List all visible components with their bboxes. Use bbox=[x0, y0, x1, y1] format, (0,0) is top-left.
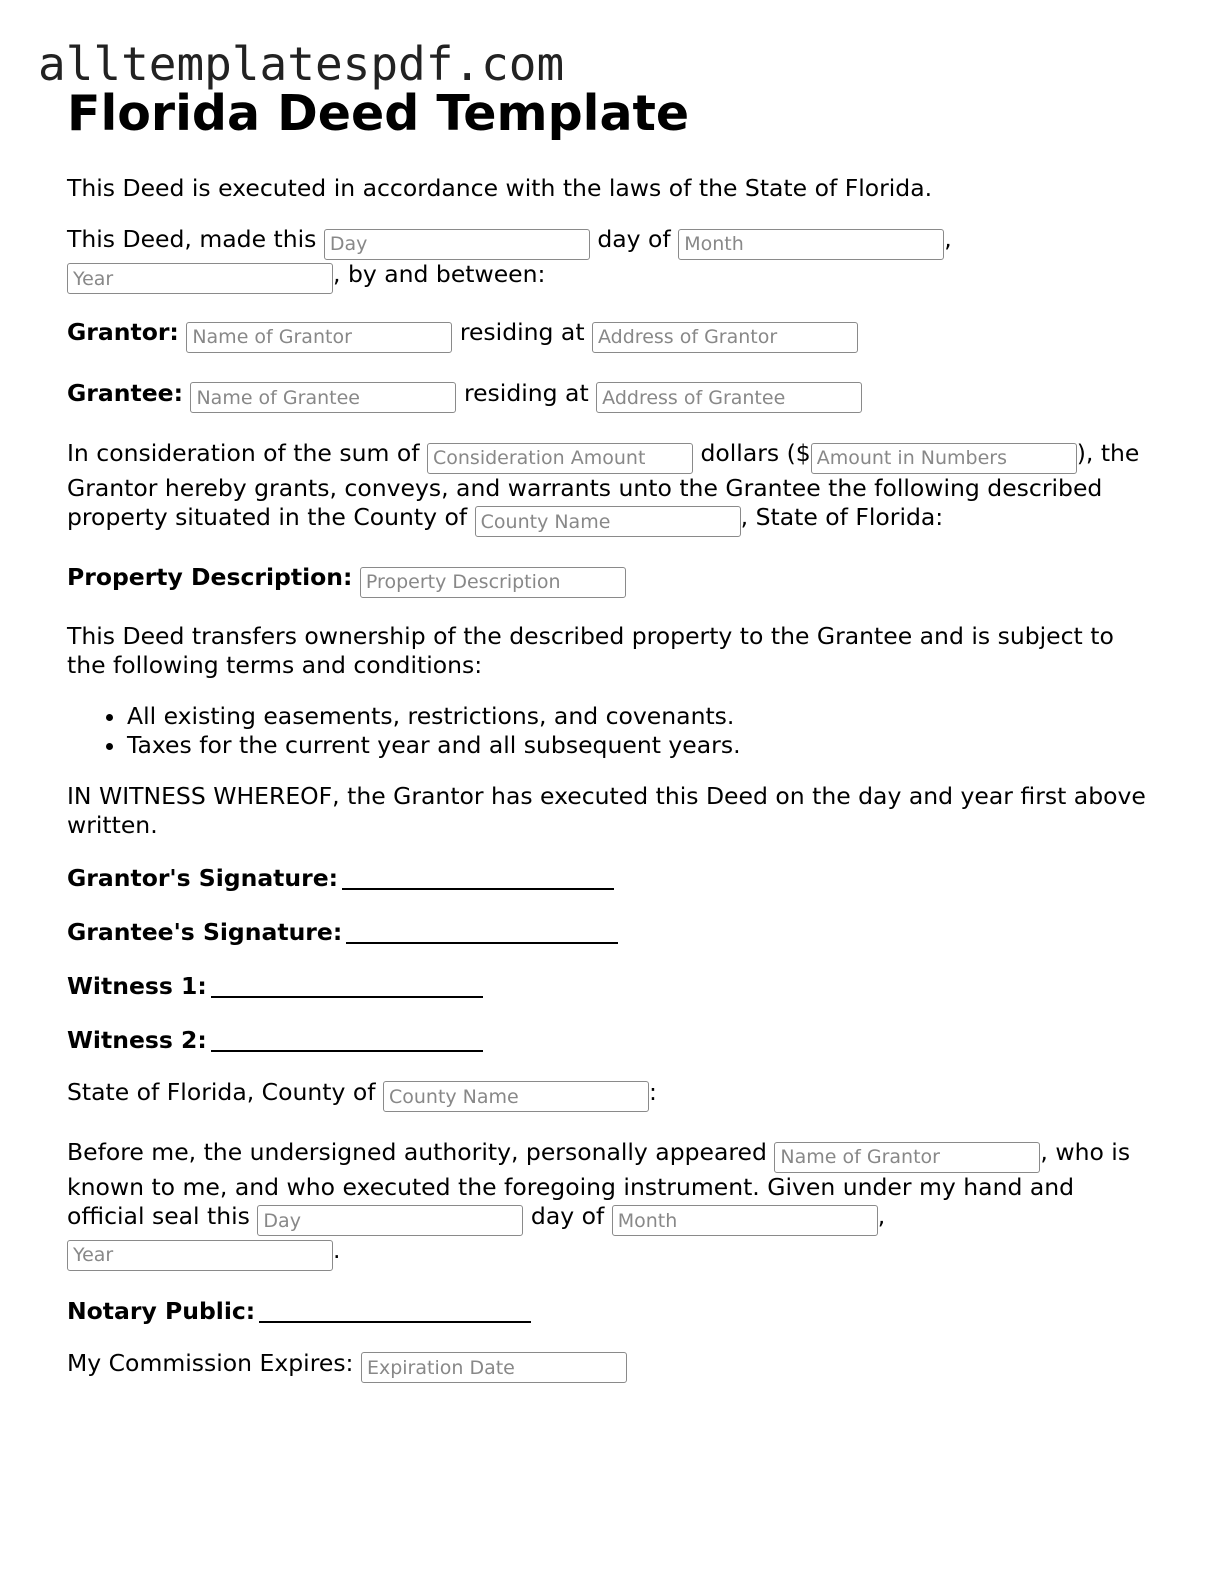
grantee-name-input[interactable] bbox=[190, 382, 456, 413]
county-input[interactable] bbox=[475, 506, 741, 537]
grantor-label: Grantor: bbox=[67, 318, 179, 346]
property-description-line bbox=[67, 563, 1157, 598]
day-input[interactable] bbox=[324, 229, 590, 260]
year-input[interactable] bbox=[67, 263, 333, 294]
witness-text: IN WITNESS WHEREOF, the Grantor has executed this Deed on the day and year first above written. bbox=[67, 781, 1146, 839]
grantor-signature-line: Grantor's Signature: bbox=[67, 862, 1157, 893]
property-description-label: Property Description: bbox=[67, 563, 353, 591]
grantee-address-input[interactable] bbox=[596, 382, 862, 413]
expiration-date-input[interactable] bbox=[361, 1352, 627, 1383]
deed-document bbox=[67, 84, 1157, 1383]
list-item: • Taxes for the current year and all subsequent years. bbox=[127, 731, 1157, 760]
grantor-line: Grantor: Name of Grantor residing at Address of Grantor bbox=[67, 318, 1157, 353]
notary-public-line: Notary Public: bbox=[67, 1295, 1157, 1326]
amount-numbers-input[interactable] bbox=[811, 443, 1077, 474]
notary-month-input[interactable] bbox=[612, 1205, 878, 1236]
notary-day-input[interactable] bbox=[257, 1205, 523, 1236]
commission-line: My Commission Expires: Expiration Date bbox=[67, 1349, 1157, 1384]
grantee-signature-blank[interactable] bbox=[346, 916, 618, 944]
notary-county-line: State of Florida, County of County Name : bbox=[67, 1078, 1157, 1113]
witness1-signature-line: Witness 1: bbox=[67, 970, 1157, 1001]
grantee-line: Grantee: Name of Grantee residing at Address of Grantee bbox=[67, 379, 1157, 414]
list-item: • All existing easements, restrictions, and covenants. bbox=[127, 702, 1157, 731]
consideration-amount-input[interactable] bbox=[427, 443, 693, 474]
grantor-signature-blank[interactable] bbox=[342, 862, 614, 890]
notary-year-input[interactable] bbox=[67, 1240, 333, 1271]
notary-paragraph: Before me, the undersigned authority, personally appeared Name of Grantor , who is known to me, and who executed the foregoing instrument. Given under my hand and official seal this Day day of Month , Year. bbox=[67, 1138, 1157, 1271]
made-this-paragraph: This Deed, made this Day day of Month , Year, by and between: bbox=[67, 225, 1157, 294]
notary-signature-blank[interactable] bbox=[259, 1295, 531, 1323]
witness1-signature-blank[interactable] bbox=[211, 970, 483, 998]
intro-text: This Deed is executed in accordance with the laws of the State of Florida. bbox=[67, 174, 933, 202]
property-description-input[interactable] bbox=[360, 567, 626, 598]
transfer-text: This Deed transfers ownership of the described property to the Grantee and is subject to the following terms and conditions: bbox=[67, 621, 1114, 679]
conditions-list bbox=[67, 702, 1157, 760]
consideration-paragraph: In consideration of the sum of Consideration Amount dollars ($Amount in Numbers ), the Grantor hereby grants, conveys, and warrants unto the Grantee the following described property situated in the County of County Name , State of Florida: bbox=[67, 439, 1157, 537]
grantor-address-input[interactable] bbox=[592, 322, 858, 353]
notary-county-input[interactable] bbox=[383, 1081, 649, 1112]
grantee-signature-line: Grantee's Signature: bbox=[67, 916, 1157, 947]
site-watermark: alltemplatespdf.com bbox=[38, 37, 565, 91]
grantee-label: Grantee: bbox=[67, 378, 183, 407]
month-input[interactable] bbox=[678, 229, 944, 260]
notary-grantor-name-input[interactable] bbox=[774, 1142, 1040, 1173]
page-title: Florida Deed Template bbox=[67, 85, 690, 142]
grantor-name-input[interactable] bbox=[186, 322, 452, 353]
witness2-signature-line: Witness 2: bbox=[67, 1024, 1157, 1055]
witness2-signature-blank[interactable] bbox=[211, 1024, 483, 1052]
